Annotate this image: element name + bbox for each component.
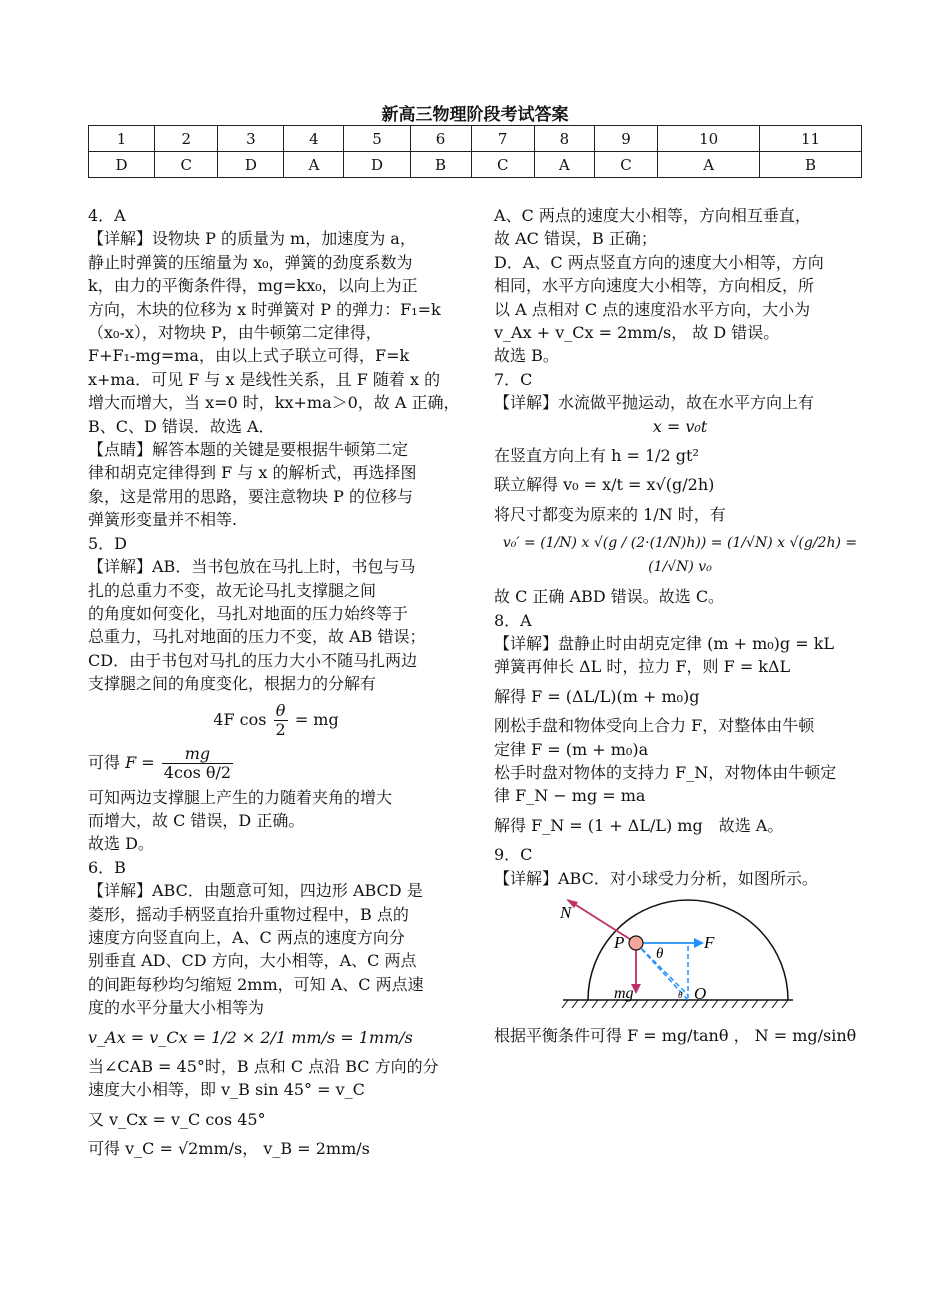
q4-heading: 4．A: [88, 206, 126, 225]
table-cell: B: [760, 152, 862, 178]
text-line: 【详解】AB．当书包放在马扎上时，书包与马: [88, 557, 416, 577]
table-cell: 6: [410, 126, 471, 152]
text-line: 联立解得 v₀ = x/t = x√(g/2h): [494, 475, 715, 495]
denominator: 2: [275, 719, 286, 739]
text-line: v_Ax + v_Cx = 2mm/s， 故 D 错误。: [494, 323, 780, 343]
table-cell: 7: [471, 126, 534, 152]
table-cell: B: [410, 152, 471, 178]
text-line: 松手时盘对物体的支持力 F_N，对物体由牛顿定: [494, 762, 837, 782]
text-line: 当∠CAB = 45°时，B 点和 C 点沿 BC 方向的分: [88, 1057, 439, 1076]
text-line: 增大而增大，当 x=0 时，kx+ma＞0，故 A 正确，: [88, 393, 460, 413]
text-line: 【点睛】解答本题的关键是要根据牛顿第二定: [88, 440, 409, 460]
answer-table: [88, 125, 862, 178]
text-fragment: 可得: [88, 752, 121, 772]
text-line: 速度大小相等，即 v_B sin 45° = v_C: [88, 1080, 365, 1100]
table-cell: A: [534, 152, 594, 178]
text-line: 故选 B。: [494, 346, 559, 366]
text-line: 的间距每秒均匀缩短 2mm，可知 A、C 两点速: [88, 974, 424, 994]
fraction: [274, 702, 288, 739]
equation-part: = mg: [294, 709, 339, 729]
equation-part: 4F cos: [213, 709, 267, 729]
text-line: 弹簧再伸长 ΔL 时，拉力 F，则 F = kΔL: [494, 657, 791, 677]
text-line: 又 v_Cx = v_C cos 45°: [88, 1109, 266, 1129]
answer-table-answer-row: [89, 152, 862, 178]
answer-table-number-row: [89, 126, 862, 152]
ball: [629, 936, 643, 950]
table-cell: C: [594, 152, 657, 178]
text-line: F+F₁-mg=ma，由以上式子联立可得，F=k: [88, 346, 410, 366]
text-line: 【详解】ABC．对小球受力分析，如图所示。: [494, 868, 818, 888]
table-cell: C: [155, 152, 218, 178]
text-line: 【详解】盘静止时由胡克定律 (m + m₀)g = kL: [494, 633, 835, 653]
text-line: 速度方向竖直向上，A、C 两点的速度方向分: [88, 927, 405, 947]
ground-hatch: [562, 1000, 788, 1008]
text-line: 解得 F = (ΔL/L)(m + m₀)g: [494, 686, 700, 706]
text-line: 将尺寸都变为原来的 1/N 时，有: [494, 504, 726, 524]
q9-heading: 9．C: [494, 845, 533, 865]
q8-heading: 8．A: [494, 610, 532, 630]
text-line: A、C 两点的速度大小相等，方向相互垂直，: [494, 206, 811, 225]
text-line: 菱形，摇动手柄竖直抬升重物过程中，B 点的: [88, 904, 409, 924]
text-line: CD．由于书包对马扎的压力大小不随马扎两边: [88, 650, 418, 670]
label-F: F: [704, 932, 715, 952]
table-cell: 10: [658, 126, 760, 152]
page-title: 新高三物理阶段考试答案: [381, 105, 569, 125]
table-cell: C: [471, 152, 534, 178]
q7-heading: 7．C: [494, 369, 533, 389]
text-line: 可得 v_C = √2mm/s， v_B = 2mm/s: [88, 1139, 370, 1159]
horizontal-force-arrowhead: [694, 938, 704, 948]
numerator: θ: [274, 702, 288, 721]
table-cell: 5: [344, 126, 410, 152]
table-cell: 3: [218, 126, 284, 152]
text-line: 【详解】设物块 P 的质量为 m，加速度为 a，: [88, 229, 416, 249]
table-cell: A: [284, 152, 344, 178]
numerator: mg: [162, 745, 233, 764]
equation-part: F =: [125, 752, 155, 772]
text-line: 故选 D。: [88, 834, 154, 854]
label-theta: θ: [656, 945, 664, 962]
table-cell: D: [218, 152, 284, 178]
table-cell: 2: [155, 126, 218, 152]
text-line: x+ma．可见 F 与 x 是线性关系，且 F 随着 x 的: [88, 369, 441, 389]
right-column: [494, 204, 866, 1047]
text-line: 【详解】水流做平抛运动，故在水平方向上有: [494, 393, 815, 413]
text-line: 刚松手盘和物体受向上合力 F，对整体由牛顿: [494, 716, 815, 736]
text-line: （x₀-x），对物块 P，由牛顿第二定律得，: [88, 323, 382, 343]
label-P: P: [614, 932, 625, 952]
label-mg: mg: [614, 984, 634, 1002]
text-line: 支撑腿之间的角度变化，根据力的分解有: [88, 674, 377, 694]
fraction: [162, 745, 233, 782]
text-line: 律 F_N − mg = ma: [494, 786, 646, 806]
text-line: 静止时弹簧的压缩量为 x₀，弹簧的劲度系数为: [88, 252, 413, 272]
denominator: 4cos θ/2: [163, 762, 232, 782]
equation: v₀′ = (1/N) x √(g / (2·(1/N)h)) = (1/√N) x √(g/2h) = (1/√N) v₀: [502, 535, 858, 575]
text-line: 故 AC 错误，B 正确；: [494, 229, 657, 249]
text-line: 方向，木块的位移为 x 时弹簧对 P 的弹力：F₁=k: [88, 299, 441, 319]
text-line: 而增大，故 C 错误，D 正确。: [88, 810, 305, 830]
text-line: 别垂直 AD、CD 方向，大小相等，A、C 两点: [88, 951, 417, 971]
text-line: 故 C 正确 ABD 错误。故选 C。: [494, 587, 725, 607]
q6-heading: 6．B: [88, 857, 126, 877]
q5-heading: 5．D: [88, 533, 128, 553]
text-line: 扎的总重力不变，故无论马扎支撑腿之间: [88, 580, 377, 600]
table-cell: 11: [760, 126, 862, 152]
label-N: N: [560, 902, 572, 922]
text-line: 相同，水平方向速度大小相等，方向相反，所: [494, 276, 815, 296]
label-O: O: [694, 983, 707, 1003]
text-line: 可知两边支撑腿上产生的力随着夹角的增大: [88, 787, 393, 807]
table-cell: D: [89, 152, 155, 178]
table-cell: D: [344, 152, 410, 178]
text-line: k，由力的平衡条件得，mg=kx₀，以向上为正: [88, 276, 418, 296]
text-line: 象，这是常用的思路，要注意物块 P 的位移与: [88, 486, 413, 506]
text-line: 的角度如何变化，马扎对地面的压力始终等于: [88, 603, 409, 623]
text-line: 律和胡克定律得到 F 与 x 的解析式，再选择图: [88, 463, 417, 483]
equation: [88, 745, 464, 782]
left-column: [88, 204, 464, 1161]
label-theta-small: θ: [678, 989, 683, 1000]
text-line: 根据平衡条件可得 F = mg/tanθ ， N = mg/sinθ: [494, 1025, 857, 1045]
text-line: 在竖直方向上有 h = 1/2 gt²: [494, 446, 699, 466]
text-line: 总重力，马扎对地面的压力不变，故 AB 错误；: [88, 627, 426, 647]
text-line: 定律 F = (m + m₀)a: [494, 739, 649, 759]
table-cell: 1: [89, 126, 155, 152]
table-cell: A: [658, 152, 760, 178]
text-line: 以 A 点相对 C 点的速度沿水平方向，大小为: [494, 299, 811, 319]
table-cell: 4: [284, 126, 344, 152]
text-line: 弹簧形变量并不相等.: [88, 510, 238, 530]
force-diagram: [518, 896, 808, 1018]
equation: v_Ax = v_Cx = 1/2 × 2/1 mm/s = 1mm/s: [88, 1027, 413, 1047]
text-line: 度的水平分量大小相等为: [88, 998, 265, 1018]
text-line: D．A、C 两点竖直方向的速度大小相等，方向: [494, 252, 824, 272]
text-line: 【详解】ABC．由题意可知，四边形 ABCD 是: [88, 881, 423, 901]
text-line: 解得 F_N = (1 + ΔL/L) mg 故选 A。: [494, 815, 784, 835]
table-cell: 8: [534, 126, 594, 152]
table-cell: 9: [594, 126, 657, 152]
equation: [88, 702, 464, 739]
text-line: B、C、D 错误．故选 A．: [88, 416, 275, 436]
equation: x = v₀t: [652, 416, 708, 436]
